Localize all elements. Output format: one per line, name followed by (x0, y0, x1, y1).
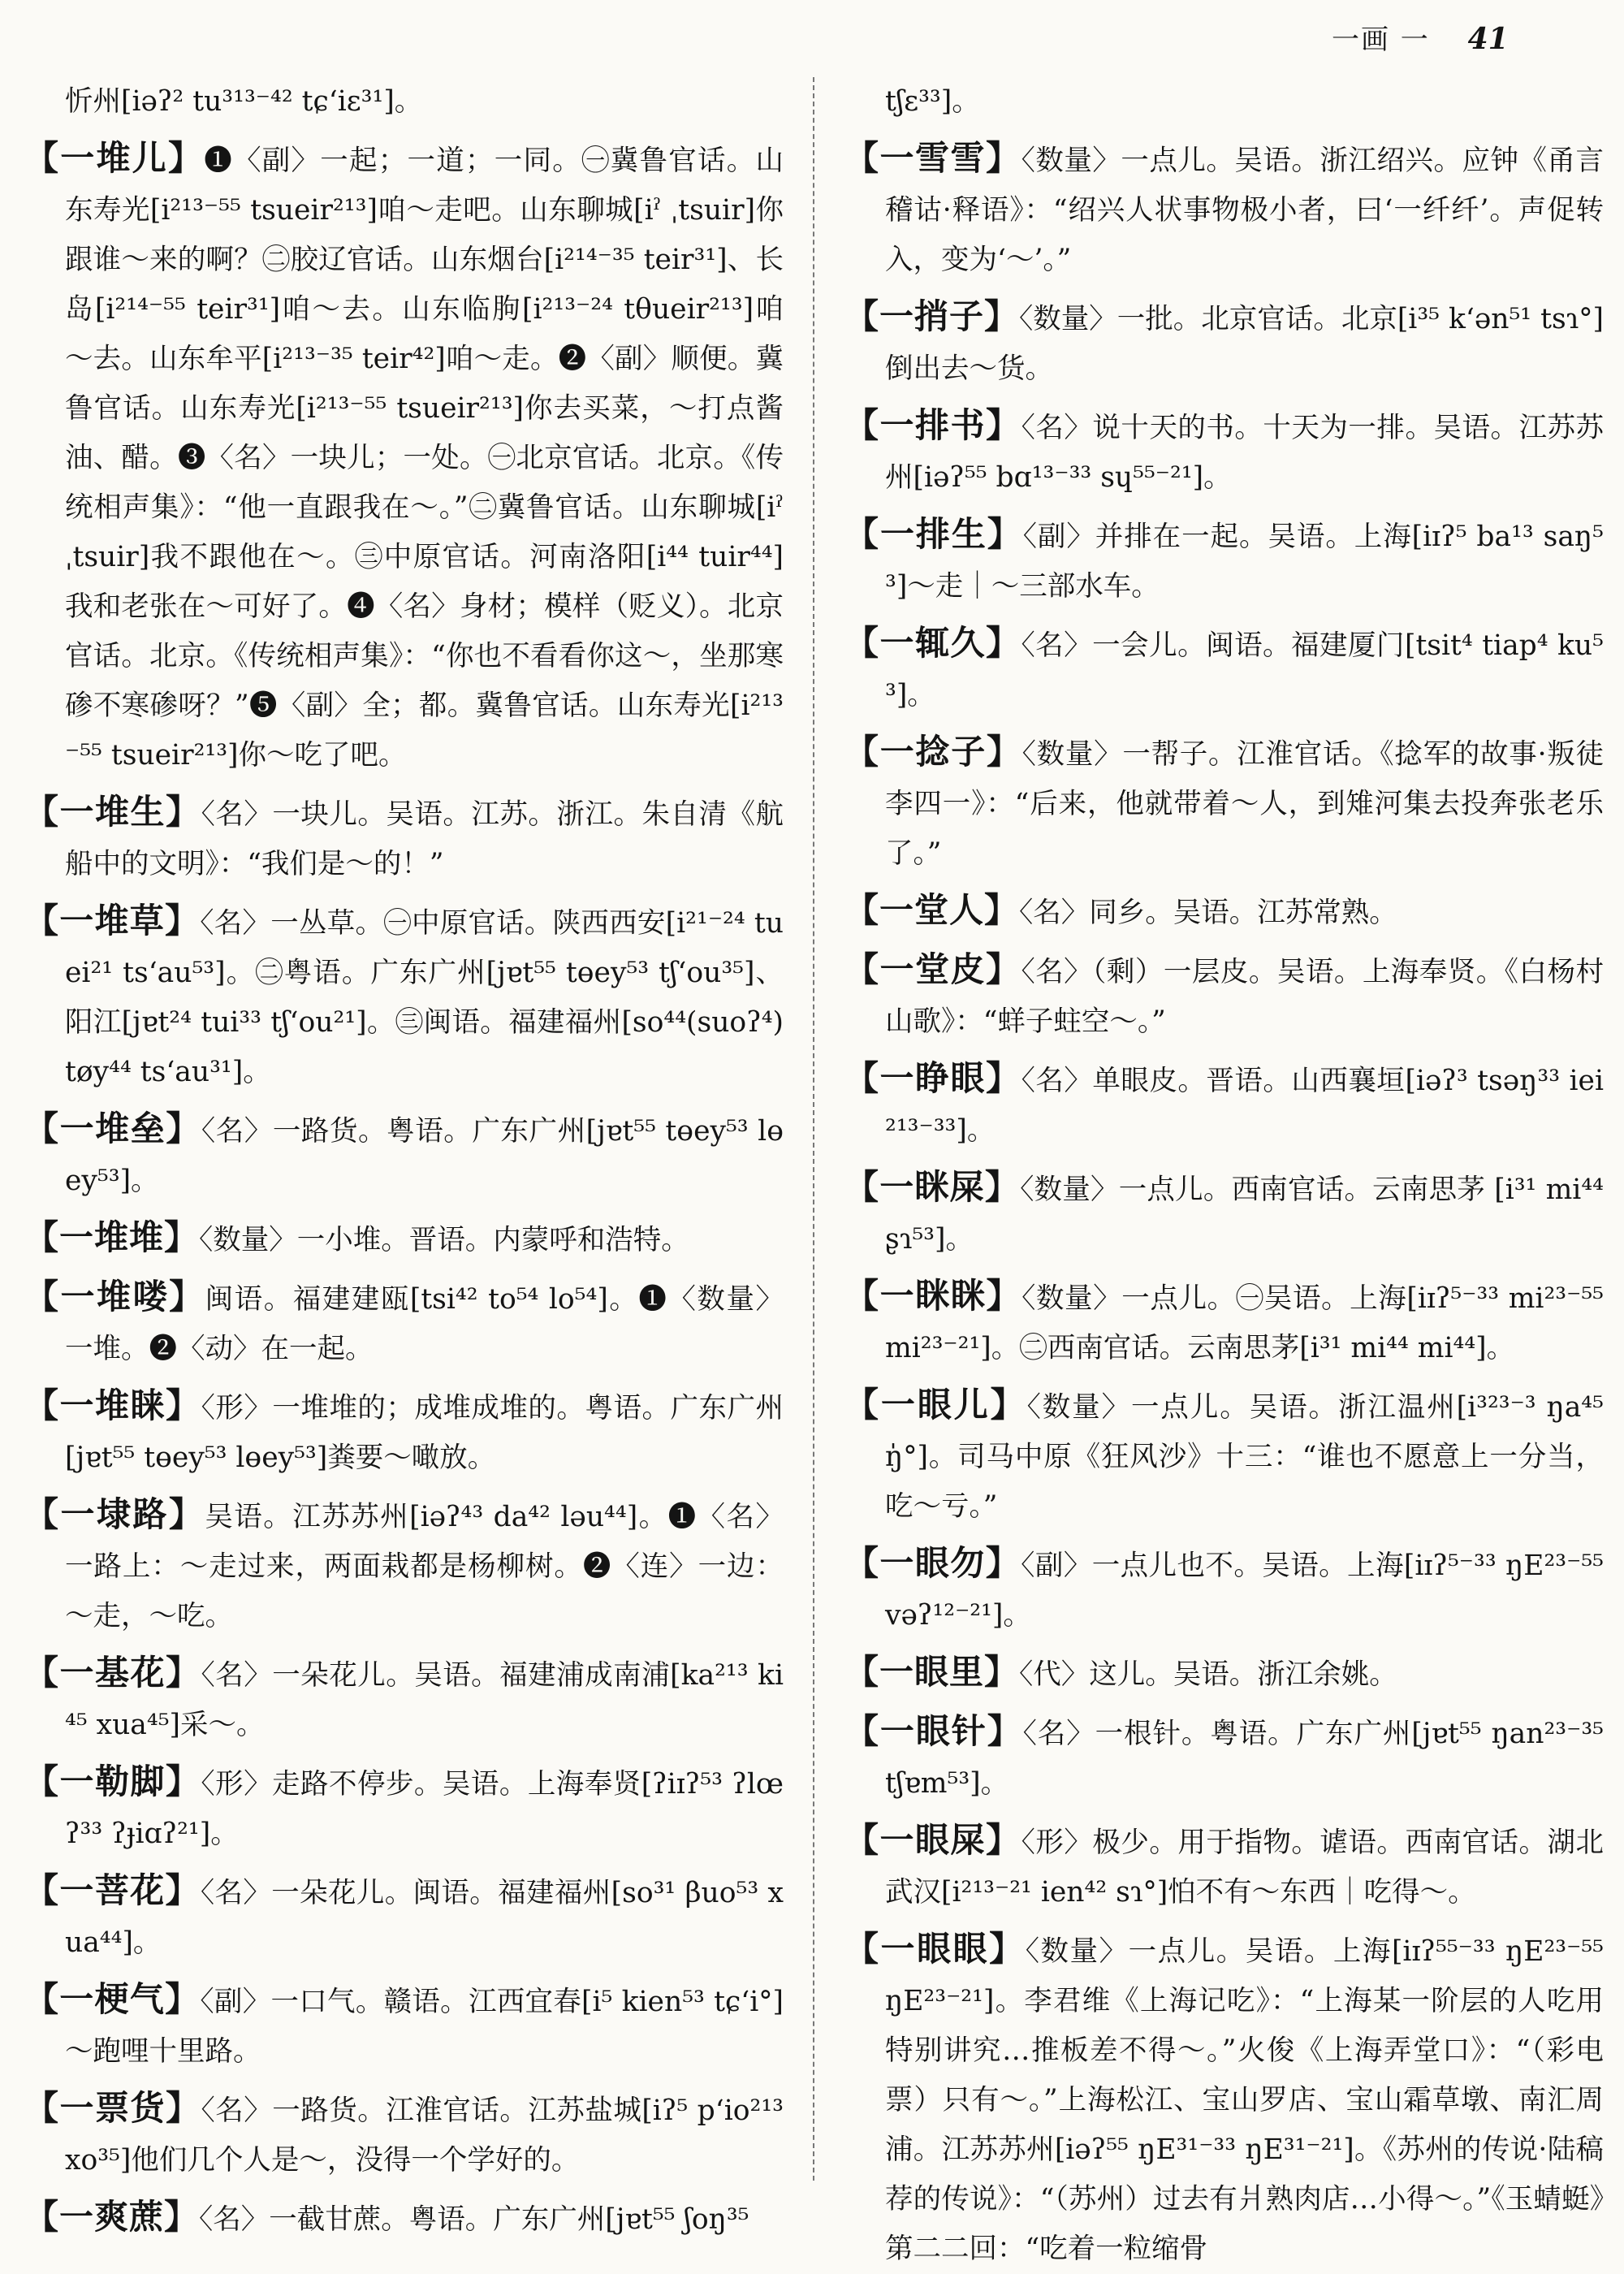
headword: 【一眼屎】 (844, 1820, 1021, 1860)
dictionary-entry (844, 1815, 1604, 1917)
headword: 【一菩花】 (24, 1870, 201, 1910)
definition: 闽语。福建建瓯[tsi⁴² to⁵⁴ lo⁵⁴]。❶〈数量〉一堆。❷〈动〉在一起。 (65, 1283, 784, 1365)
headword: 【一基花】 (24, 1653, 201, 1693)
headword: 【一梗气】 (24, 1979, 201, 2019)
definition: 〈副〉一点儿也不。吴语。上海[iɪʔ⁵⁻³³ ŋE²³⁻⁵⁵ vəʔ¹²⁻²¹]。 (885, 1550, 1604, 1632)
definition: 〈名〉一丛草。㊀中原官话。陕西西安[i²¹⁻²⁴ tuei²¹ tsʻau⁵³]。㊁粤语。广东广州[jɐt⁵⁵ tɵey⁵³ tʃʻou³⁵]、阳江[jɐt²⁴ tui³³ tʃʻou²¹]。㊂闽语。福建福州[so⁴⁴(suoʔ⁴) tøy⁴⁴ tsʻau³¹]。 (65, 907, 784, 1088)
definition: 〈名〉一根针。粤语。广东广州[jɐt⁵⁵ ŋan²³⁻³⁵ tʃɐm⁵³]。 (885, 1718, 1604, 1800)
headword: 【一排生】 (844, 514, 1023, 554)
dictionary-entry (24, 1381, 784, 1483)
definition: 〈名〉一路货。江淮官话。江苏盐城[iʔ⁵ pʻio²¹³ xo³⁵]他们几个人是～，没得一个学好的。 (65, 2095, 784, 2177)
headword: 【一排书】 (844, 405, 1021, 445)
definition: 〈代〉这儿。吴语。浙江余姚。 (1019, 1658, 1397, 1691)
definition: 〈数量〉一点儿。吴语。浙江绍兴。应钟《甬言稽诂·释语》：“绍兴人状事物极小者，曰‘一纤纤’。声促转入，变为‘～’。” (885, 145, 1604, 276)
dictionary-entry (844, 1538, 1604, 1641)
headword: 【一堂皮】 (844, 949, 1021, 989)
definition: ❶〈副〉一起；一道；一同。㊀冀鲁官话。山东寿光[i²¹³⁻⁵⁵ tsueir²¹³]咱～走吧。山东聊城[iˀ ˌtsuir]你跟谁～来的啊？㊁胶辽官话。山东烟台[i²¹⁴⁻³⁵ teir³¹]、长岛[i²¹⁴⁻⁵⁵ teir³¹]咱～去。山东临朐[i²¹³⁻²⁴ tθueir²¹³]咱～去。山东牟平[i²¹³⁻³⁵ teir⁴²]咱～走。❷〈副〉顺便。冀鲁官话。山东寿光[i²¹³⁻⁵⁵ tsueir²¹³]你去买菜，～打点酱油、醋。❸〈名〉一块儿；一处。㊀北京官话。北京。《传统相声集》：“他一直跟我在～。”㊁冀鲁官话。山东聊城[iˀ ˌtsuir]我不跟他在～。㊂中原官话。河南洛阳[i⁴⁴ tuir⁴⁴]我和老张在～可好了。❹〈名〉身材；模样（贬义）。北京官话。北京。《传统相声集》：“你也不看看你这～，坐那寒碜不寒碜呀？”❺〈副〉全；都。冀鲁官话。山东寿光[i²¹³⁻⁵⁵ tsueir²¹³]你～吃了吧。 (65, 145, 784, 772)
definition: 〈形〉一堆堆的；成堆成堆的。粤语。广东广州[jɐt⁵⁵ tɵey⁵³ lɵey⁵³]粪要～噉放。 (65, 1392, 784, 1474)
dictionary-entry (844, 618, 1604, 720)
definition: 忻州[iəʔ² tu³¹³⁻⁴² tɕʻiɛ³¹]。 (65, 85, 423, 118)
dictionary-entry (24, 2083, 784, 2185)
headword: 【一堆睐】 (24, 1386, 201, 1425)
definition: 〈名〉一块儿。吴语。江苏。浙江。朱自清《航船中的文明》：“我们是～的！” (65, 798, 784, 880)
page-header (1332, 15, 1592, 63)
dictionary-entry (24, 1213, 784, 1265)
dictionary-entry (24, 1648, 784, 1750)
dictionary-entry (24, 1272, 784, 1374)
headword: 【一堆垒】 (24, 1109, 201, 1148)
headword: 【一堆草】 (24, 901, 201, 940)
dictionary-entry (844, 885, 1604, 938)
headword: 【一堆喽】 (24, 1277, 205, 1316)
dictionary-entry (844, 1053, 1604, 1156)
definition: 〈名〉一朵花儿。闽语。福建福州[so³¹ βuo⁵³ xua⁴⁴]。 (65, 1877, 784, 1959)
section-label: 一画 一 (1332, 24, 1430, 56)
headword: 【一勒脚】 (24, 1762, 201, 1801)
dictionary-entry (844, 1162, 1604, 1265)
dictionary-entry (24, 1104, 784, 1206)
definition: 〈名〉同乡。吴语。江苏常熟。 (1019, 897, 1397, 929)
headword: 【一眯眯】 (844, 1276, 1022, 1316)
headword: 【一捻子】 (844, 732, 1022, 772)
headword: 【一眼儿】 (844, 1385, 1027, 1424)
definition: 〈数量〉一帮子。江淮官话。《捻军的故事·叛徒李四一》：“后来，他就带着～人，到雉河集去投奔张老乐了。” (885, 738, 1604, 870)
dictionary-entry (24, 2192, 784, 2245)
definition: 〈名〉（剩）一层皮。吴语。上海奉贤。《白杨村山歌》：“蛘子蛀空～。” (885, 956, 1604, 1038)
definition: 〈名〉单眼皮。晋语。山西襄垣[iəʔ³ tsəŋ³³ iei²¹³⁻³³]。 (885, 1065, 1604, 1147)
headword: 【一堆儿】 (24, 138, 205, 178)
headword: 【一爽蔗】 (24, 2197, 200, 2237)
definition: 吴语。江苏苏州[iəʔ⁴³ da⁴² ləu⁴⁴]。❶〈名〉一路上：～走过来，两面栽都是杨柳树。❷〈连〉一边：～走，～吃。 (65, 1501, 784, 1632)
headword: 【一雪雪】 (844, 138, 1021, 178)
headword: 【一辄久】 (844, 623, 1021, 663)
right-column (844, 77, 1604, 2265)
definition: 〈数量〉一点儿。西南官话。云南思茅 [i³¹ mi⁴⁴ ʂɿ⁵³]。 (885, 1174, 1604, 1256)
dictionary-entry (844, 727, 1604, 879)
dictionary-entry (24, 896, 784, 1097)
dictionary-entry (844, 1380, 1604, 1532)
dictionary-entry (24, 1489, 784, 1641)
dictionary-entry (24, 787, 784, 889)
dictionary-entry (844, 1271, 1604, 1373)
definition: 〈副〉一口气。赣语。江西宜春[i⁵ kien⁵³ tɕʻi°]～跑哩十里路。 (65, 1986, 784, 2068)
dictionary-entry (844, 292, 1604, 394)
definition: 〈形〉走路不停步。吴语。上海奉贤[ʔiɪʔ⁵³ ʔlœʔ³³ ʔɟiɑʔ²¹]。 (65, 1768, 784, 1850)
definition: 〈名〉一截甘蔗。粤语。广东广州[jɐt⁵⁵ ʃoŋ³⁵ (199, 2203, 749, 2236)
headword: 【一眼眼】 (844, 1929, 1026, 1969)
page-number: 41 (1467, 22, 1509, 56)
dictionary-entry (24, 1865, 784, 1968)
headword: 【一眼勿】 (844, 1543, 1021, 1583)
definition: 〈名〉一会儿。闽语。福建厦门[tsit⁴ tiap⁴ ku⁵³]。 (885, 629, 1604, 711)
dictionary-entry (24, 133, 784, 780)
dictionary-entry (844, 400, 1604, 503)
dictionary-entry (844, 1647, 1604, 1700)
headword: 【一堆生】 (24, 792, 201, 832)
headword: 【一堂人】 (844, 890, 1020, 930)
definition: tʃɛ³³]。 (885, 85, 980, 118)
dictionary-entry (844, 1924, 1604, 2274)
entry-continuation (24, 77, 784, 127)
definition: 〈副〉并排在一起。吴语。上海[iɪʔ⁵ ba¹³ saŋ⁵³]～走｜～三部水车。 (885, 521, 1604, 603)
column-divider (813, 77, 814, 2181)
definition: 〈名〉一路货。粤语。广东广州[jɐt⁵⁵ tɵey⁵³ lɵey⁵³]。 (65, 1115, 784, 1197)
definition: 〈数量〉一点儿。吴语。浙江温州[i³²³⁻³ ŋa⁴⁵ ŋ̍°]。司马中原《狂风沙》十三：“谁也不愿意上一分当，吃～亏。” (885, 1391, 1604, 1523)
headword: 【一眼针】 (844, 1711, 1023, 1751)
headword: 【一眯屎】 (844, 1167, 1021, 1207)
definition: 〈数量〉一小堆。晋语。内蒙呼和浩特。 (199, 1224, 689, 1256)
headword: 【一埭路】 (24, 1494, 205, 1534)
definition: 〈数量〉一批。北京官话。北京[i³⁵ kʻən⁵¹ tsɿ°]倒出去～货。 (885, 303, 1604, 385)
headword: 【一票货】 (24, 2088, 201, 2128)
dictionary-entry (844, 945, 1604, 1047)
entry-continuation (844, 77, 1604, 127)
definition: 〈数量〉一点儿。吴语。上海[iɪʔ⁵⁵⁻³³ ŋE²³⁻⁵⁵ ŋE²³⁻²¹]。李君维《上海记吃》：“上海某一阶层的人吃用特别讲究…推板差不得～。”火俊《上海弄堂口》：“（彩电票）只有～。”上海松江、宝山罗店、宝山霜草墩、南汇周浦。江苏苏州[iəʔ⁵⁵ ŋE³¹⁻³³ ŋE³¹⁻²¹]。《苏州的传说·陆稿荐的传说》：“（苏州）过去有爿熟肉店…小得～。”《玉蜻蜓》第二二回：“吃着一粒缩骨 (885, 1935, 1604, 2265)
dictionary-entry (844, 133, 1604, 285)
headword: 【一捎子】 (844, 296, 1020, 336)
dictionary-entry (24, 1757, 784, 1859)
dictionary-entry (844, 1706, 1604, 1809)
definition: 〈数量〉一点儿。㊀吴语。上海[iɪʔ⁵⁻³³ mi²³⁻⁵⁵ mi²³⁻²¹]。㊁西南官话。云南思茅[i³¹ mi⁴⁴ mi⁴⁴]。 (885, 1282, 1604, 1364)
left-column (24, 77, 784, 2237)
dictionary-entry (844, 509, 1604, 612)
headword: 【一堆堆】 (24, 1217, 200, 1257)
dictionary-entry (24, 1974, 784, 2077)
definition: 〈名〉一朵花儿。吴语。福建浦成南浦[ka²¹³ ki⁴⁵ xua⁴⁵]采～。 (65, 1659, 784, 1741)
headword: 【一睁眼】 (844, 1058, 1021, 1098)
definition: 〈形〉极少。用于指物。谑语。西南官话。湖北武汉[i²¹³⁻²¹ ien⁴² sɿ°]怕不有～东西｜吃得～。 (885, 1827, 1604, 1909)
definition: 〈名〉说十天的书。十天为一排。吴语。江苏苏州[iəʔ⁵⁵ bɑ¹³⁻³³ sɥ⁵⁵⁻²¹]。 (885, 412, 1604, 494)
headword: 【一眼里】 (844, 1652, 1020, 1692)
